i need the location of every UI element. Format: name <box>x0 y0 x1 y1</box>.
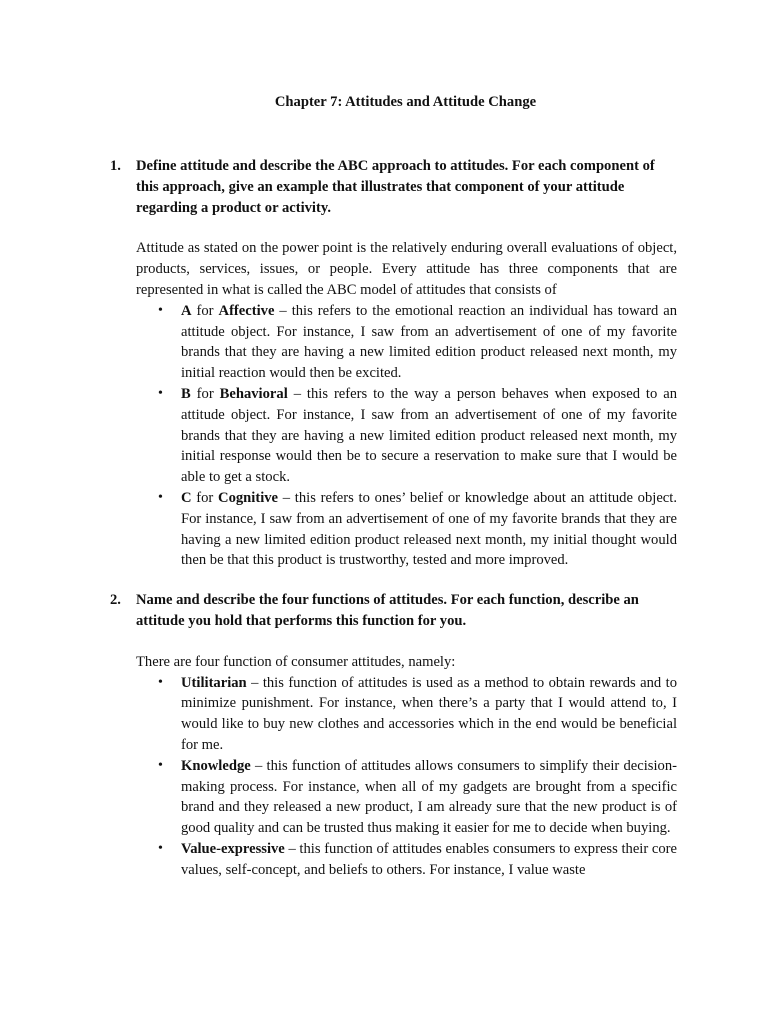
component-for: for <box>191 302 219 319</box>
answer-2-intro: There are four function of consumer attitudes, namely: <box>136 653 456 670</box>
bullet-icon: • <box>158 385 163 401</box>
chapter-title: Chapter 7: Attitudes and Attitude Change <box>274 94 537 110</box>
question-text: Define attitude and describe the ABC approach to attitudes. For each component of this approach, give an example that illustrates that component of your attitude regarding a product or activity. <box>136 158 655 216</box>
component-term: Behavioral <box>219 385 288 402</box>
question-number: 2. <box>110 592 121 609</box>
component-term: Cognitive <box>218 489 279 506</box>
component-text: – this refers to ones’ belief or knowledge about an attitude object. For instance, I saw from an advertisement of one of my favorite brands that they are having a new limited edition product released next month, my initial thought would then be that this product is trustworthy, tested and more improved. <box>181 489 677 569</box>
component-for: for <box>190 385 220 402</box>
question-number: 1. <box>110 158 121 174</box>
bullet-icon: • <box>158 757 163 773</box>
component-letter: C <box>181 489 192 506</box>
list-item <box>158 301 677 384</box>
component-letter: B <box>181 385 191 402</box>
component-letter: A <box>181 302 192 319</box>
bullet-icon: • <box>158 302 163 318</box>
question-2 <box>110 590 677 632</box>
component-term: Affective <box>218 302 275 319</box>
list-item <box>158 488 677 571</box>
abc-component-list <box>110 301 677 571</box>
bullet-icon: • <box>158 840 163 856</box>
function-term: Utilitarian <box>181 674 247 691</box>
bullet-icon: • <box>158 489 163 505</box>
function-text: – this function of attitudes enables consumers to express their core values, self-concept, and beliefs to others. For instance, I value waste <box>181 840 677 878</box>
attitude-function-list <box>110 673 677 881</box>
function-text: – this function of attitudes allows consumers to simplify their decision-making process. For instance, when all of my gadgets are brought from a specific brand and they released a new product, I am already sure that the new product is of good quality and can be trusted thus making it easier for me to decide when buying. <box>181 757 677 837</box>
bullet-icon: • <box>158 674 163 690</box>
answer-1-intro: Attitude as stated on the power point is the relatively enduring overall evaluations of object, products, services, issues, or people. Every attitude has three components that are represented in what is called the ABC model of attitudes that consists of <box>136 240 677 298</box>
function-term: Knowledge <box>181 757 251 774</box>
function-text: – this function of attitudes is used as a method to obtain rewards and to minimize punishment. For instance, when there’s a party that I would attend to, I would like to buy new clothes and accessories which in the end would be beneficial for me. <box>181 674 677 753</box>
component-text: – this refers to the way a person behaves when exposed to an attitude object. For instance, I saw from an advertisement of one of my favorite brands that they are having a new limited edition product released next month, my initial response would then be to secure a reservation to make sure that I would be able to get a stock. <box>181 385 677 486</box>
question-text: Name and describe the four functions of attitudes. For each function, describe an attitude you hold that performs this function for you. <box>136 592 639 629</box>
list-item <box>158 839 677 881</box>
list-item <box>158 673 677 756</box>
list-item <box>158 384 677 488</box>
list-item <box>158 756 677 839</box>
component-text: – this refers to the emotional reaction an individual has toward an attitude object. For instance, I saw from an advertisement of one of my favorite brands that they are having a new limited edition product released next month, my initial reaction would then be excited. <box>181 302 677 382</box>
question-1 <box>110 156 677 218</box>
function-term: Value-expressive <box>181 840 285 857</box>
component-for: for <box>191 489 219 506</box>
